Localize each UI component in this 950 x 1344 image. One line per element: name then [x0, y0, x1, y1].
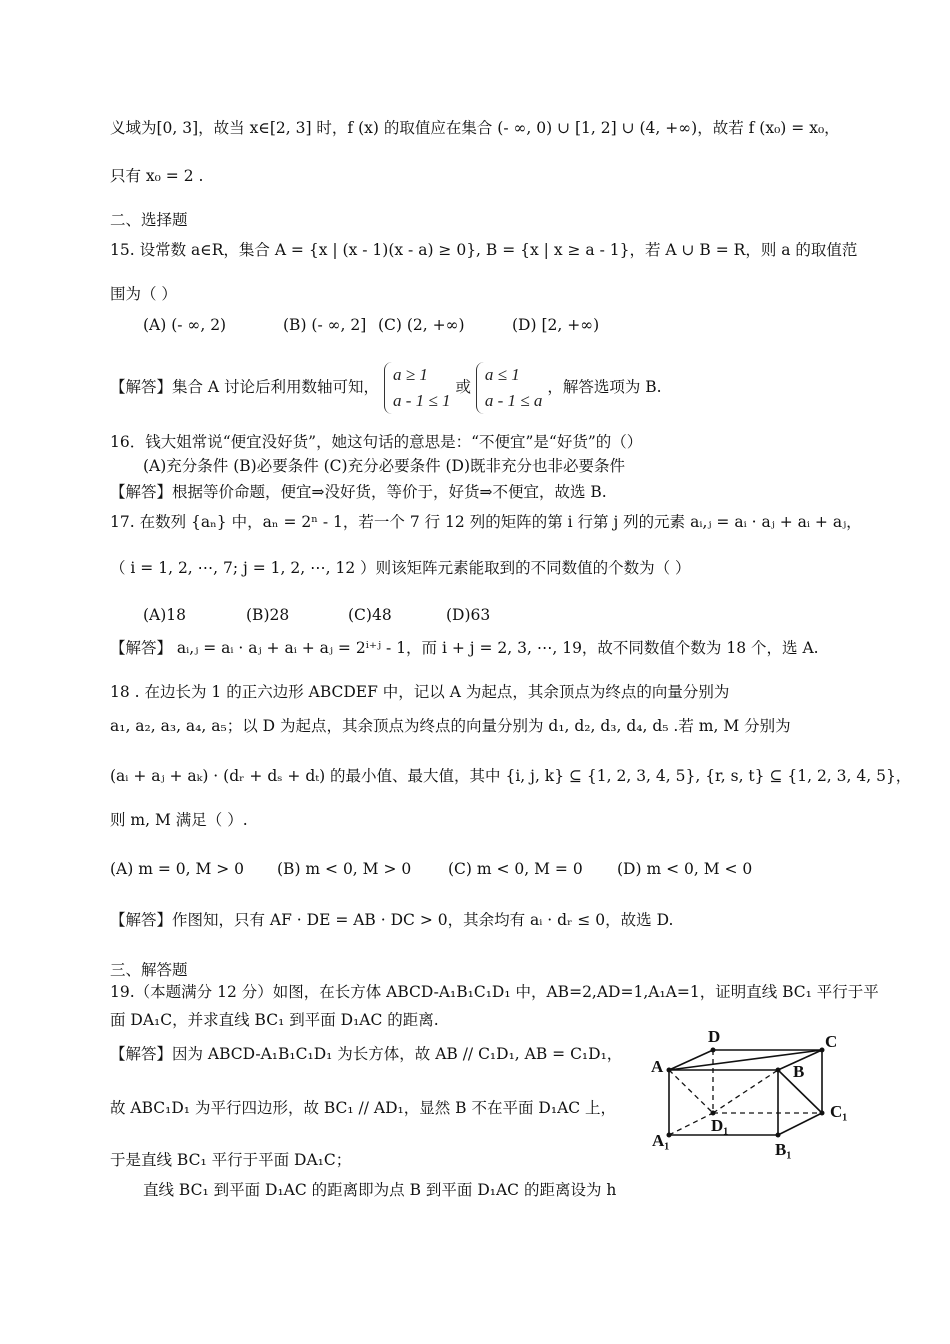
option-c: (C) (2, +∞) [378, 316, 465, 334]
vertex-label-c1: C₁ [830, 1102, 848, 1121]
answer-18: 【解答】作图知，只有 AF · DE = AB · DC > 0，其余均有 aᵢ · dᵣ ≤ 0，故选 D. [110, 911, 674, 929]
question-18: 18 . 在边长为 1 的正六边形 ABCDEF 中，记以 A 为起点，其余顶点为终点的向量分别为 [110, 683, 730, 701]
option-b: (B) m < 0, M > 0 [277, 860, 412, 878]
question-18-cont: 则 m, M 满足（ ）. [110, 811, 248, 829]
answer-16: 【解答】根据等价命题，便宜⇒没好货，等价于，好货⇒不便宜，故选 B. [110, 483, 607, 501]
question-16-options: (A)充分条件 (B)必要条件 (C)充分必要条件 (D)既非充分也非必要条件 [143, 457, 626, 475]
answer-19: 故 ABC₁D₁ 为平行四边形，故 BC₁ // AD₁，显然 B 不在平面 D₁AC 上， [110, 1099, 617, 1117]
option-d: (D) [2, +∞) [512, 316, 600, 334]
option-c: (C)48 [348, 606, 392, 624]
vertex-label-a: A [651, 1057, 664, 1076]
question-15-cont: 围为（ ） [110, 285, 177, 303]
question-18-cont: a₁, a₂, a₃, a₄, a₅；以 D 为起点，其余顶点为终点的向量分别为 d₁, d₂, d₃, d₄, d₅ .若 m, M 分别为 [110, 717, 791, 735]
answer-text: ，解答选项为 B. [547, 378, 662, 396]
option-a: (A) (- ∞, 2) [143, 316, 227, 334]
inequality-system [384, 362, 451, 414]
option-a: (A) m = 0, M > 0 [110, 860, 245, 878]
vertex-label-a1: A₁ [652, 1131, 670, 1150]
option-a: (A)18 [143, 606, 187, 624]
option-c: (C) m < 0, M = 0 [448, 860, 583, 878]
question-19: 19.（本题满分 12 分）如图，在长方体 ABCD-A₁B₁C₁D₁ 中，AB=2,AD=1,A₁A=1，证明直线 BC₁ 平行于平 [110, 983, 879, 1001]
vertex-label-c: C [825, 1032, 838, 1051]
vertex-label-b: B [793, 1062, 805, 1081]
answer-19: 直线 BC₁ 到平面 D₁AC 的距离即为点 B 到平面 D₁AC 的距离设为 h [143, 1181, 617, 1199]
option-b: (B) (- ∞, 2] [283, 316, 367, 334]
answer-17: 【解答】 aᵢ,ⱼ = aᵢ · aⱼ + aᵢ + aⱼ = 2ⁱ⁺ʲ - 1，而 i + j = 2, 3, ⋯, 19，故不同数值个数为 18 个，选 A. [110, 639, 819, 657]
answer-19: 于是直线 BC₁ 平行于平面 DA₁C； [110, 1151, 352, 1169]
inequality-row: a ≥ 1 [393, 365, 428, 384]
option-d: (D)63 [446, 606, 491, 624]
inequality-row: a ≤ 1 [484, 365, 520, 384]
question-19-cont: 面 DA₁C，并求直线 BC₁ 到平面 D₁AC 的距离. [110, 1011, 439, 1029]
inequality-row: a - 1 ≤ 1 [393, 391, 451, 410]
answer-15 [110, 362, 662, 414]
vertex-label-b1: B₁ [775, 1140, 792, 1159]
question-17: 17. 在数列 {aₙ} 中，aₙ = 2ⁿ - 1，若一个 7 行 12 列的矩阵的第 i 行第 j 列的元素 aᵢ,ⱼ = aᵢ · aⱼ + aᵢ + aⱼ， [110, 513, 862, 531]
vertex-label-d: D [708, 1027, 721, 1046]
answer-text: 【解答】集合 A 讨论后利用数轴可知， [110, 378, 380, 396]
option-b: (B)28 [246, 606, 290, 624]
text-line: 义域为[0, 3]，故当 x∈[2, 3] 时，f (x) 的取值应在集合 (- ∞, 0) ∪ [1, 2] ∪ (4, +∞)，故若 f (x₀) = x₀， [110, 119, 840, 137]
option-d: (D) m < 0, M < 0 [617, 860, 753, 878]
question-15: 15. 设常数 a∈R，集合 A = {x | (x - 1)(x - a) ≥ 0}, B = {x | x ≥ a - 1}，若 A ∪ B = R，则 a 的取值范 [110, 241, 858, 259]
section-heading: 三、解答题 [110, 961, 188, 979]
question-16: 16．钱大姐常说“便宜没好货”，她这句话的意思是：“不便宜”是“好货”的（） [110, 433, 643, 451]
question-18-cont: (aᵢ + aⱼ + aₖ) · (dᵣ + dₛ + dₜ) 的最小值、最大值，其中 {i, j, k} ⊆ {1, 2, 3, 4, 5}, {r, s, t} ⊆ {1, 2, 3, 4, 5}， [110, 767, 912, 785]
cuboid-figure [645, 1025, 855, 1165]
vertex-label-d1: D₁ [711, 1116, 729, 1135]
answer-19: 【解答】因为 ABCD-A₁B₁C₁D₁ 为长方体，故 AB // C₁D₁, AB = C₁D₁， [110, 1045, 623, 1063]
inequality-system [476, 362, 543, 414]
section-heading: 二、选择题 [110, 211, 188, 229]
or-word: 或 [455, 378, 471, 396]
question-17-cont: （ i = 1, 2, ⋯, 7; j = 1, 2, ⋯, 12 ）则该矩阵元素能取到的不同数值的个数为（ ） [110, 559, 691, 577]
text-line: 只有 x₀ = 2 . [110, 167, 204, 185]
inequality-row: a - 1 ≤ a [484, 391, 543, 410]
